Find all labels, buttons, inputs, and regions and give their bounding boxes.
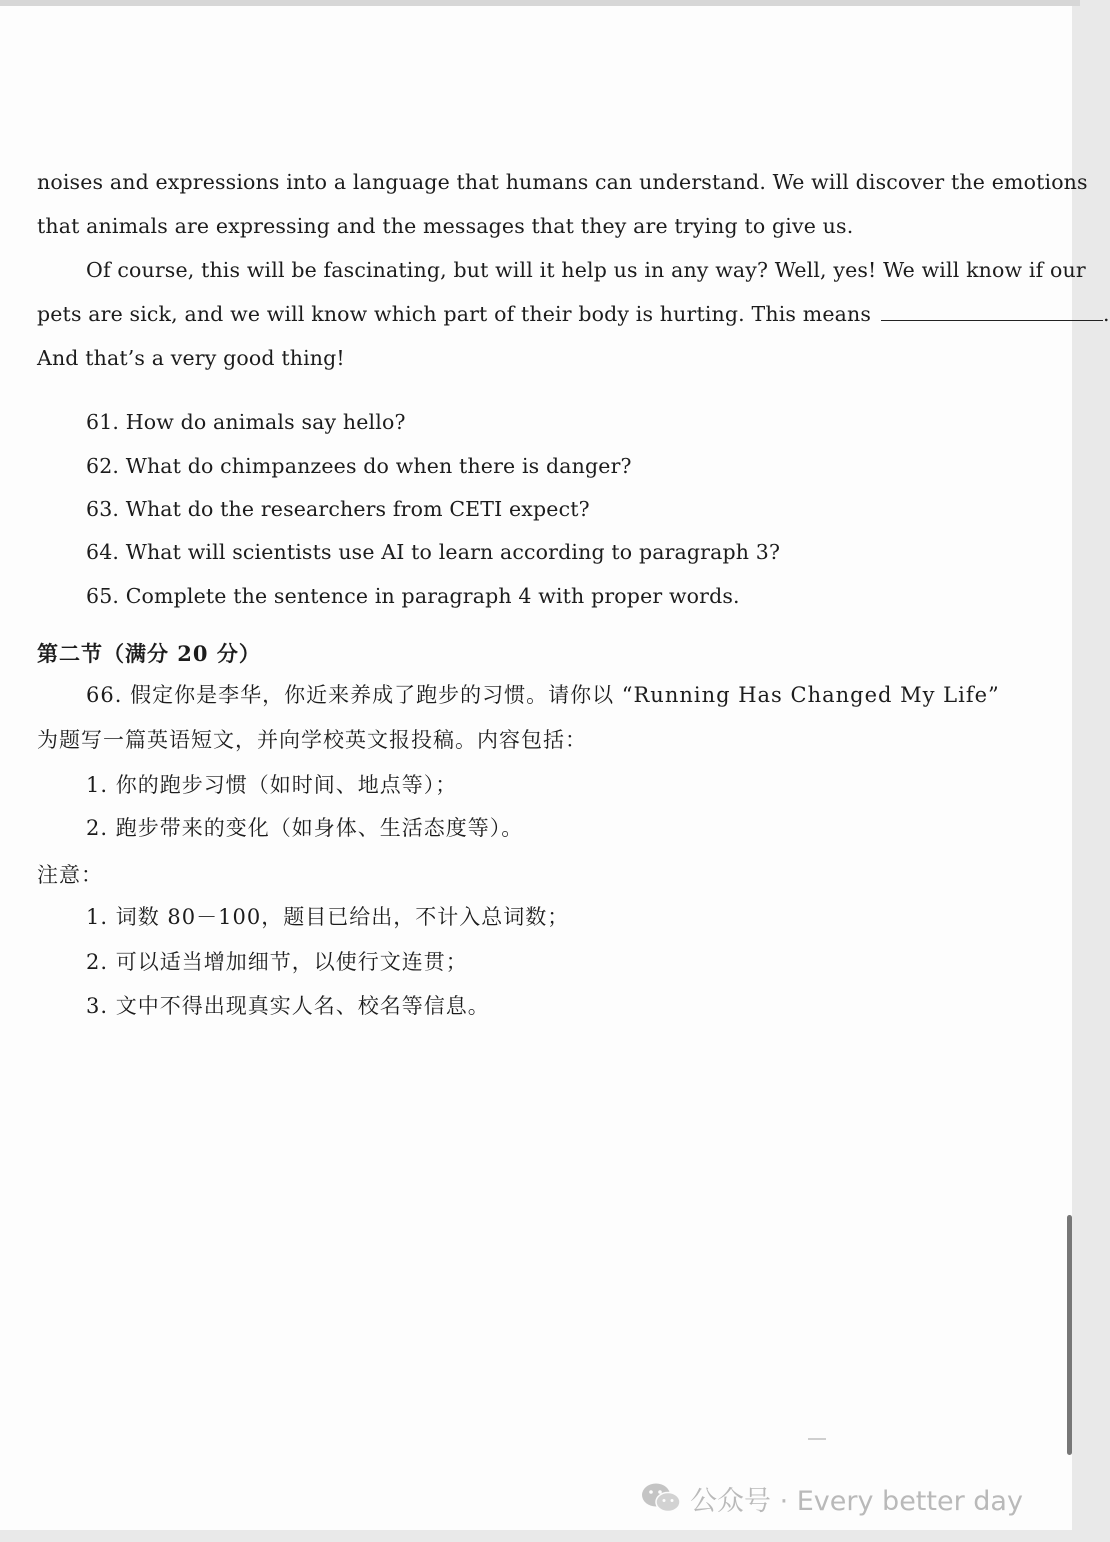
writing-prompt-line-1: 66. 假定你是李华，你近来养成了跑步的习惯。请你以 “Running Has Changed My Life” <box>86 683 1000 707</box>
question-63: 63. What do the researchers from CETI expect? <box>86 497 590 521</box>
wechat-icon <box>640 1481 682 1515</box>
note-item-3: 3. 文中不得出现真实人名、校名等信息。 <box>86 994 490 1018</box>
answer-blank <box>881 304 1103 321</box>
note-item-2: 2. 可以适当增加细节，以使行文连贯； <box>86 950 468 974</box>
watermark-text: 公众号 · Every better day <box>690 1485 1023 1517</box>
question-64: 64. What will scientists use AI to learn according to paragraph 3? <box>86 540 781 564</box>
passage-line-4 <box>37 302 1110 326</box>
note-item-1: 1. 词数 80－100，题目已给出，不计入总词数； <box>86 905 570 929</box>
exam-page <box>0 6 1110 1530</box>
question-65: 65. Complete the sentence in paragraph 4 with proper words. <box>86 584 740 608</box>
question-62: 62. What do chimpanzees do when there is danger? <box>86 454 632 478</box>
notes-label: 注意： <box>37 863 103 887</box>
scan-mark <box>808 1438 826 1440</box>
content-item-1: 1. 你的跑步习惯（如时间、地点等）； <box>86 773 458 797</box>
question-61: 61. How do animals say hello? <box>86 410 406 434</box>
passage-line-5: And that’s a very good thing! <box>37 346 345 370</box>
passage-line-3: Of course, this will be fascinating, but will it help us in any way? Well, yes! We will know if our <box>86 258 1086 282</box>
passage-line-1: noises and expressions into a language that humans can understand. We will discover the emotions <box>37 170 1088 194</box>
section-heading: 第二节（满分 20 分） <box>37 641 261 666</box>
scrollbar-thumb[interactable] <box>1067 1215 1072 1455</box>
watermark <box>640 1478 1023 1518</box>
passage-line-2: that animals are expressing and the messages that they are trying to give us. <box>37 214 854 238</box>
writing-prompt-line-2: 为题写一篇英语短文，并向学校英文报投稿。内容包括： <box>37 728 587 752</box>
passage-line-4-period: . <box>1103 302 1110 326</box>
passage-line-4-text: pets are sick, and we will know which part of their body is hurting. This means <box>37 302 872 326</box>
content-item-2: 2. 跑步带来的变化（如身体、生活态度等）。 <box>86 816 524 840</box>
